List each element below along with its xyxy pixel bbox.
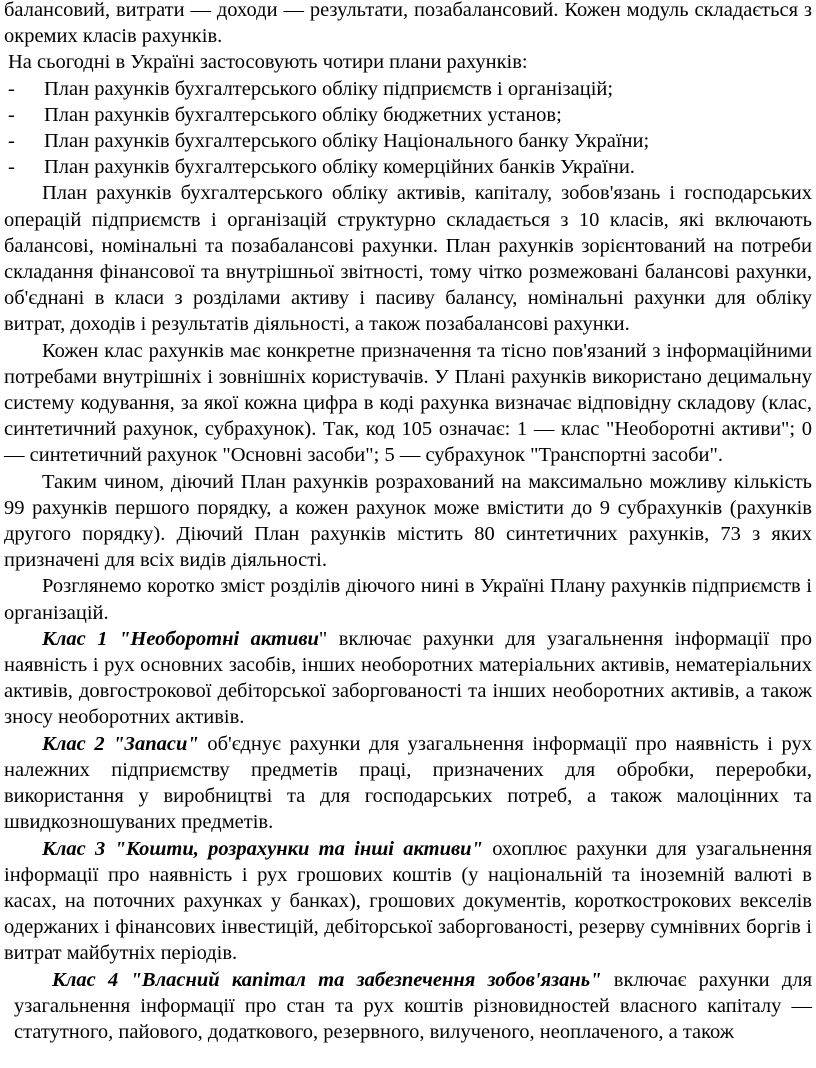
paragraph-plan-capacity: Таким чином, діючий План рахунків розрахований на максимально можливу кількість 99 рахунків першого порядку, а кожен рахунок може вмістити до 9 субрахунків (рахунків другого порядку). Діючий План рахунків містить 80 синтетичних рахунків, 73 з яких призначені для всіх видів діяльності. (4, 470, 812, 572)
list-dash: - (8, 130, 15, 153)
plans-intro: На сьогодні в Україні застосовують чотири плани рахунків: (8, 51, 528, 74)
class-description: об'єднує рахунки для узагальнення інформації про наявність і рух належних підприємству предметів праці, призначених для обробки, переробки, використання у виробництві та для господарських потреб, а також малоцінних та швидкозношуваних предметів. (4, 732, 812, 834)
list-item (4, 154, 812, 180)
list-dash: - (8, 103, 15, 126)
class-paragraph-1 (4, 626, 812, 731)
class-description: охоплює рахунки для узагальнення інформації про наявність і рух грошових коштів (у національній та іноземній валюті в касах, на поточних рахунках у банках), грошових документів, короткострокових векселів одержаних і фінансових інвестицій, дебіторської заборгованості, резерву сумнівних боргів і витрат майбутніх періодів. (4, 837, 812, 965)
class-title: Клас 3 "Кошти, розрахунки та інші активи" (42, 837, 483, 860)
class-title: Клас 1 "Необоротні активи (42, 627, 319, 650)
list-item (4, 102, 812, 128)
list-item-text: План рахунків бухгалтерського обліку бюджетних установ; (44, 103, 562, 126)
paragraph-class-coding: Кожен клас рахунків має конкретне призначення та тісно пов'язаний з інформаційними потребами внутрішніх і зовнішніх користувачів. У Плані рахунків використано децимальну систему кодування, за якої кожна цифра в коді рахунка визначає відповідну складову (клас, синтетичний рахунок, субрахунок). Так, код 105 означає: 1 — клас "Необоротні активи"; 0 — синтетичний рахунок "Основні засоби"; 5 — субрахунок "Транспортні засоби". (4, 339, 812, 467)
class-title: Клас 4 "Власний капітал та забезпечення зобов'язань" (52, 968, 602, 991)
list-item-text: План рахунків бухгалтерського обліку комерційних банків України. (44, 156, 635, 179)
class-description: включає рахунки для узагальнення інформації про наявність і рух основних засобів, інших необоротних матеріальних активів, нематеріальних активів, довгострокової дебіторської заборгованості та інших необоротних активів, а також зносу необоротних активів. (4, 627, 812, 729)
class-title-quote: " (318, 627, 328, 650)
list-dash: - (8, 156, 15, 179)
paragraph-review-intro: Розглянемо коротко зміст розділів діючого нині в Україні Плану рахунків підприємств і організацій. (4, 575, 812, 624)
class-paragraph-4 (4, 967, 812, 1046)
paragraph-modules: балансовий, витрати — доходи — результати, позабалансовий. Кожен модуль складається з окремих класів рахунків. (4, 0, 812, 48)
class-description: включає рахунки для узагальнення інформації про стан та рух коштів різновидностей власного капіталу — статутного, пайового, додаткового, резервного, вилученого, неоплаченого, а також (14, 968, 813, 1043)
class-title: Клас 2 "Запаси" (42, 732, 199, 755)
class-paragraph-2 (4, 731, 812, 836)
plans-list (4, 76, 812, 181)
list-item-text: План рахунків бухгалтерського обліку Національного банку України; (44, 130, 650, 153)
paragraph-plan-structure: План рахунків бухгалтерського обліку активів, капіталу, зобов'язань і господарських операцій підприємств і організацій структурно складається з 10 класів, які включають балансові, номінальні та позабалансові рахунки. План рахунків зорієнтований на потреби складання фінансової та внутрішньої звітності, тому чітко розмежовані балансові рахунки, об'єднані в класи з розділами активу і пасиву балансу, номінальні рахунки для обліку витрат, доходів і результатів діяльності, а також позабалансові рахунки. (4, 182, 812, 336)
list-item (4, 76, 812, 102)
class-paragraph-3 (4, 836, 812, 967)
list-item (4, 128, 812, 154)
list-item-text: План рахунків бухгалтерського обліку підприємств і організацій; (44, 77, 614, 100)
list-dash: - (8, 77, 15, 100)
